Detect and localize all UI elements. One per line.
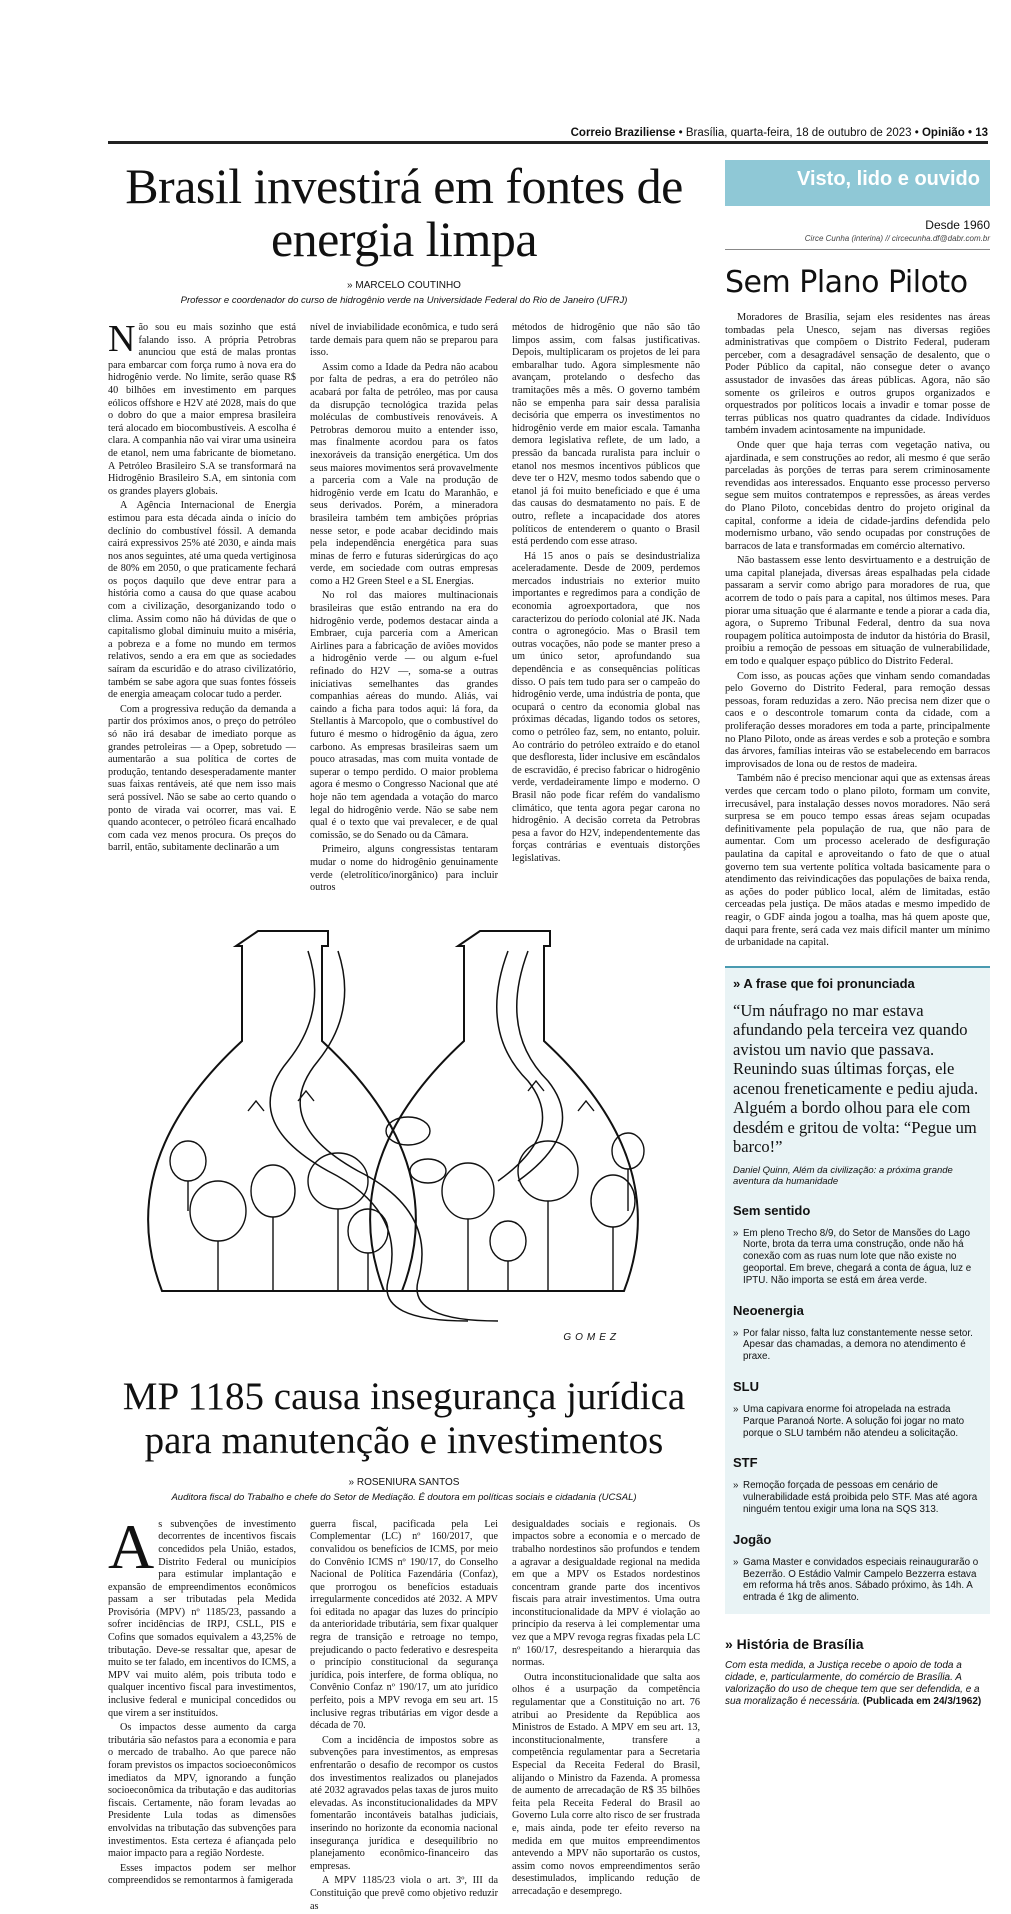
dropcap: N: [108, 318, 136, 360]
article2-col2: [310, 1519, 498, 1914]
paragraph: Primeiro, alguns congressistas tentaram mudar o nome do hidrogênio genuinamente verde (eletrolítico/inorgânico) para incluir outros: [310, 844, 498, 894]
sidebar-column: [725, 160, 990, 1708]
paragraph: A MPV 1185/23 viola o art. 3º, III da Constituição que prevê como objetivo reduzir as: [310, 1875, 498, 1912]
note-text: » Em pleno Trecho 8/9, do Setor de Mansões do Lago Norte, brota da terra uma construção, onde não há conexão com as ruas num lote que não existe no geoportal. Em breve, chegará a conta de água, luz e IPTU. Não importa se está em área verde.: [733, 1228, 982, 1287]
paragraph: nível de inviabilidade econômica, e tudo será tarde demais para quem não se preparou para isso.: [310, 322, 498, 359]
paragraph: Os impactos desse aumento da carga tributária são nefastos para a economia e para o mercado de trabalho. Ao que parece não foram previstos os impactos socioeconômicos imediatos da MPV, ignorando a função socioeconômica da tributação e das auditorias fiscais. Certamente, não foram levadas ao Presidente Lula todas as dimensões envolvidas na tributação das subvenções para investimentos. Esta certeza é afiançada pelo maior impacto para a região Nordeste.: [108, 1722, 296, 1860]
since-label: Desde 1960: [925, 218, 990, 232]
note-heading: SLU: [733, 1379, 759, 1395]
article1-byline: » MARCELO COUTINHO: [347, 280, 461, 291]
paragraph: As subvenções de investimento decorrentes de incentivos fiscais concedidos pela União, estados, Distrito Federal ou municípios para estimular implantação e expansão de empreendimentos econômicos passam a ser tributadas pela Medida Provisória (MPV) nº 1185/23, passando a sofrer incidências de IRPJ, CSLL, PIS e Cofins que somados equivalem a 43,25% de tributação. Deve-se ressaltar que, apesar de muito se ter falado, em incentivos do ICMS, a MPV vai muito além, pois tributa todo e qualquer incentivo fiscal para investimentos, inclusive federal e municipal concedidos ou que virem a ser instituídos.: [108, 1510, 296, 1719]
masthead: [108, 124, 988, 144]
history-publication: (Publicada em 24/3/1962): [862, 1696, 982, 1708]
main-column: [108, 152, 700, 1914]
sidebar-body: [725, 312, 990, 950]
history-heading: » História de Brasília: [725, 1636, 864, 1653]
quote-heading: » A frase que foi pronunciada: [733, 975, 915, 991]
note-heading: Sem sentido: [733, 1202, 811, 1218]
article1-col2: [310, 322, 498, 897]
article1-credit: Professor e coordenador do curso de hidrogênio verde na Universidade Federal do Rio de Janeiro (UFRJ): [180, 295, 628, 306]
article1-col3: [512, 322, 700, 897]
paragraph: Com a incidência de impostos sobre as subvenções para investimentos, as empresas enfrentarão o desafio de recompor os custos dos investimentos realizados ou planejados até 2032 agravados pelas taxas de juros muito elevadas. As inconstitucionalidades da MPV fomentarão incontáveis batalhas judiciais, inserindo no horizonte da economia nacional insegurança jurídica e desequilíbrio no planejamento econômico-financeiro das empresas.: [310, 1734, 498, 1872]
article2-body: [108, 1510, 700, 1914]
article1-body: [108, 318, 700, 897]
page-number: • 13: [964, 127, 988, 139]
note-heading: Neoenergia: [733, 1302, 804, 1318]
article2-byline: » ROSENIURA SANTOS: [348, 1476, 460, 1488]
illustrator-signature: GOMEZ: [563, 1331, 620, 1343]
sidebar-title: Sem Plano Piloto: [725, 265, 968, 300]
flask-forest-drawing: [108, 911, 700, 1361]
quote-source: Daniel Quinn, Além da civilização: a próxima grande aventura da humanidade: [733, 1164, 953, 1187]
history-text: Com esta medida, a Justiça recebe o apoio de toda a cidade, e, particularmente, do comércio de Brasília. A valorização do uso de cheque tem que ser defendida, e a sua moralização é necessária. (Publicada em 24/3/1962): [725, 1660, 982, 1708]
paragraph: Esses impactos podem ser melhor compreendidos se remontarmos à famigerada: [108, 1862, 296, 1887]
paragraph: Não bastassem esse lento desvirtuamento e a destruição de uma capital planejada, diversas áreas espalhadas pela cidade passaram a servir como abrigo para moradores de rua, que acorrem de todo o país para a capital, nos últimos meses. Para piorar uma situação que é alarmante e tende a piorar a cada dia, agora, o Supremo Tribunal Federal, dentro da sua nova roupagem política autoimposta de indutor da história do Brasil, proibiu a remoção de pessoas em situação de vulnerabilidade, em todo e qualquer espaço público do Distrito Federal.: [725, 555, 990, 668]
note-heading: STF: [733, 1455, 758, 1471]
note-text: » Gama Master e convidados especiais reinaugurarão o Bezerrão. O Estádio Valmir Campelo Bezzerra estava em reforma há três anos. Sábado próximo, às 14h. A entrada é 1kg de alimento.: [733, 1557, 982, 1604]
paragraph: Não sou eu mais sozinho que está falando isso. A própria Petrobras anunciou que está de malas prontas para embarcar com força rumo à nova era do hidrogênio verde. No limite, serão quase R$ 40 bilhões em investimento em parques eólicos offshore e H2V até 2028, mais do que o dobro do que a maior empresa brasileira terá alocado em biocombustíveis. A escolha é clara. A companhia não vai virar uma usineira de etanol, nem uma fabricante de biometano. A Petróleo Brasileiro S.A se transformará na Hidrogênio Brasileiro S.A, em sintonia com os grandes players globais.: [108, 318, 296, 497]
section-name: Opinião: [921, 127, 965, 139]
illustration-flasks: [108, 911, 700, 1361]
paragraph: Onde quer que haja terras com vegetação nativa, ou ajardinada, e sem construções ao redor, ali mesmo é que serão parceladas às porções de terras para serem criminosamente revendidas aos interessados. Enquanto esse processo perverso segue sem muitos contratempos e repressões, as áreas verdes do Plano Piloto, concebidas dentro do projeto original da capital, conforme a ideia de cidade-jardins defendida pelo modernismo urbano, vão sendo ocupadas por construções de barracos de lata e transformadas em comércio alternativo.: [725, 439, 990, 552]
note-heading: Jogão: [733, 1531, 772, 1547]
author-email: Circe Cunha (interina) // circecunha.df@dabr.com.br: [725, 234, 990, 250]
paragraph: Há 15 anos o país se desindustrializa aceleradamente. Desde de 2009, perdemos mercados industriais no exterior muito importantes e regredimos para a condição de economia agroexportadora, que nos caracterizou do período colonial até JK. Nada contra o agronegócio. Mas o Brasil tem outras vocações, não pode se manter preso a um único setor, aprofundando sua dependência e as consequências políticas disso. O país tem tudo para ser o campeão do hidrogênio verde, uma indústria de ponta, que ocupará o centro da economia global nas próximas décadas, ligando todos os setores, como o petróleo faz, sem, no entanto, poluir. Ao contrário do petróleo extraído e do etanol que desfloresta, lider inclusive em escândalos de escravidão, é preciso fabricar o hidrogênio verde, verdadeiramente limpo e moderno. O Brasil não pode ficar refém do vandalismo climático, que tenta agora pegar carona no hidrogênio. A decisão correta da Petrobras pesa a favor do H2V, independentemente das forças contrárias e eventuais distorções legislativas.: [512, 550, 700, 864]
article1-headline: Brasil investirá em fontes de energia limpa: [125, 158, 683, 267]
date-info: • Brasília, quarta-feira, 18 de outubro de 2023 •: [675, 127, 922, 139]
article2-col1: [108, 1510, 296, 1914]
paragraph: Outra inconstitucionalidade que salta aos olhos é a usurpação da competência regulamentar que a Constituição no art. 76 atribui ao Presidente da República aos Ministros de Estado. A MPV em seu art. 13, inconstitucionalmente, transfere a competência regulamentar para a Secretaria Especial da Receita Federal do Brasil, alijando o Ministro da Fazenda. A promessa de aumento de arrecadação de R$ 35 bilhões feita pela Receita Federal do Brasil ao Governo Lula corre alto risco de ser frustrada e, mais ainda, pode ter efeito reverso na medida em que muitos empreendimentos antevendo a MPV não suportarão os custos, assim como novos empreendimentos serão desestimulados, implicando redução de arrecadação e desemprego.: [512, 1671, 700, 1897]
paragraph: métodos de hidrogênio que não são tão limpos assim, com falsas justificativas. Depois, multiplicaram os projetos de lei para embaralhar tudo. Agora simplesmente não avançam, protelando o desfecho das tramitações mês a mês. O governo também não se empenha para sair dessa paralisia decisória que emperra os investimentos no hidrogênio verde em maior escala. Tamanha demora legislativa reflete, de um lado, a pressão da bancada ruralista para incluir o etanol nos mesmos incentivos públicos que deve ter o H2V, mesmo todos sabendo que o etanol já foi muito beneficiado e que é uma das causas do desmatamento no país. E de outro, reflete a incapacidade dos atores políticos de entenderem o quanto o Brasil está perdendo com esse atraso.: [512, 322, 700, 548]
paragraph: guerra fiscal, pacificada pela Lei Complementar (LC) nº 160/2017, que convalidou os benefícios de ICMS, por meio do Convênio ICMS nº 190/17, do Conselho Nacional de Política Fazendária (Confaz), que prorrogou os benefícios estaduais irregularmente concedidos até 2032. A MPV foi editada no apagar das luzes do princípio da anterioridade tributária, sem fixar qualquer regra de transição e retroage no tempo, prejudicando o pacto federativo e desrespeita o princípio constitucional da segurança jurídica, pois interfere, de forma oblíqua, no Convênio Confaz nº 190/17, um ato jurídico perfeito, pois a MPV revoga em seu art. 15 inclusive regras tributárias em vigor desde a década de 70.: [310, 1518, 498, 1732]
paragraph: A Agência Internacional de Energia estimou para esta década ainda o início do declínio do combustível fóssil. A demanda cairá expressivos 25% até 2030, e ainda mais nos anos seguintes, até uma queda vertiginosa de 80% em 2050, o que praticamente fechará os poços daquilo que deve entrar para a história como a causa do que quase acabou com a civilização, desorganizando todo o clima. Assim como não há dúvidas de que o capitalismo global diminuiu muito a miséria, a pobreza e a fome no mundo em termos relativos, sendo a era em que as sociedades saíram da escuridão e do atraso civilizatório, também se sabe agora que suas fontes fósseis de energia ameaçam colocar tudo a perder.: [108, 500, 296, 701]
paragraph: Assim como a Idade da Pedra não acabou por falta de pedras, a era do petróleo não acabará por falta de petróleo, mas por causa da disrupção tecnológica trazida pelas moléculas de combustíveis renováveis. A Petrobras demorou muito a entender isso, mas finalmente acordou para os fatos inexoráveis da transição energética. Um dos seus maiores movimentos será provavelmente a parceria com a Vale na produção de hidrogênio verde em Icatu do Maranhão, e seus derivados. Porém, a mineradora brasileira também tem ambições próprias nesse setor, e pode acabar decidindo mais pela independência energética para suas minas de ferro e futuras siderúrgicas do aço verde, em sociedade com outras empresas como a H2 Green Steel e a SL Energias.: [310, 361, 498, 587]
paragraph: Também não é preciso mencionar aqui que as extensas áreas verdes que cercam todo o plano piloto, formam um convite, irrecusável, para instalação desses novos moradores. Não será surpresa se em pouco tempo essas áreas sejam ocupadas definitivamente pela população de rua, que não para de aumentar. Com um processo acelerado de desfiguração paulatina da capital e aproveitando o fato de que o atual governo tem sua vertente política voltada basicamente para o atendimento das reivindicações das populações de baixa renda, as ações do poder público local, além de limitadas, estão cerceadas pela justiça. De mãos atadas e mesmo impedido de reagir, o GDF ainda jogou a toalha, mas há quem aposte que, daqui para frente, será cada vez mais difícil manter um mínimo de urbanidade na capital.: [725, 773, 990, 949]
note-text: » Uma capivara enorme foi atropelada na estrada Parque Paranoá Norte. A solução foi jogar no mato porque o SLU também não atendeu a solicitação.: [733, 1404, 982, 1439]
dropcap: A: [108, 1510, 155, 1582]
quote-text: “Um náufrago no mar estava afundando pela terceira vez quando avistou um navio que passava. Reunindo suas últimas forças, ele acenou freneticamente e pediu ajuda. Alguém a bordo olhou para ele com desdém e gritou de volta: “Pegue um barco!”: [733, 1000, 979, 1157]
paragraph: Com isso, as poucas ações que vinham sendo comandadas pelo Governo do Distrito Federal, para remoção dessas pessoas, foram reduzidas a zero. Não precisa nem dizer que o caos e o descontrole tomarum conta da cidade, com a proliferação desses moradores em toda a parte, principalmente no Plano Piloto, onde as áreas verdes e sob a proteção e sombra das árvores, famílias inteiras vão se estabelecendo em barracos improvisados de lona ou de restos de madeira.: [725, 670, 990, 770]
note-text: » Por falar nisso, falta luz constantemente nesse setor. Apesar das chamadas, a demora no atendimento é praxe.: [733, 1328, 982, 1363]
article1-col1: [108, 318, 296, 897]
paper-name: Correio Braziliense: [570, 127, 676, 139]
paragraph: Com a progressiva redução da demanda a partir dos próximos anos, o preço do petróleo só não irá desabar de imediato porque as grandes petroleiras — a Opep, sobretudo — aumentarão a sua política de cortes de produção, tentando desesperadamente manter suas faixas rentáveis, até que nem isso mais será possível. Não se sabe ao certo quando o ponto de virada vai ocorrer, mas vai. E quando acontecer, o petróleo ficará encalhado com cada vez menos procura. Os preços do barril, então, subitamente declinarão a um: [108, 703, 296, 854]
paragraph: No rol das maiores multinacionais brasileiras que estão entrando na era do hidrogênio verde, podemos destacar ainda a Embraer, cuja parceria com a American Airlines para a fabricação de aviões movidos a hidrogênio verde — ou algum e-fuel refinado do H2V —, soma-se a outras iniciativas semelhantes das grandes companhias aéreas do mundo. Aliás, vai caindo a ficha para todos aqui: lá fora, da Stellantis à Marcopolo, que o combustível do futuro é mesmo o hidrogênio da água, zero carbono. As empresas brasileiras saem um pouco atrasadas, mas com muita vontade de superar o tempo perdido. O maior problema agora é mesmo o Congresso Nacional que até hoje não tem agendada a votação do marco legal do hidrogênio verde. Não se sabe nem qual é o texto que vai prevalecer, e de qual comissão, se do Senado ou da Câmara.: [310, 590, 498, 841]
article2-headline: MP 1185 causa insegurança jurídica para manutenção e investimentos: [122, 1374, 686, 1462]
quote-box: [725, 966, 990, 1614]
column-tag: Visto, lido e ouvido: [725, 160, 990, 206]
article2-credit: Auditora fiscal do Trabalho e chefe do Setor de Mediação. É doutora em políticas sociais e cidadania (UCSAL): [171, 1491, 637, 1503]
article2-col3: [512, 1519, 700, 1914]
note-text: » Remoção forçada de pessoas em cenário de vulnerabilidade está proibida pelo STF. Mas até agora ninguém tentou exigir uma lona na SQS 313.: [733, 1480, 982, 1515]
paragraph: Moradores de Brasília, sejam eles residentes nas áreas tombadas pela Unesco, sejam nas diversas regiões administrativas que compõem o Distrito Federal, puderam perceber, com a desagradável sensação de desalento, que o Poder Público da capital, não consegue deter o avanço assustador de invasões das áreas públicas. Agora, não são somente os grileiros e outros grupos organizados e orquestrados por políticos locais a invadir e tomar posse de terras públicas nos quatro quadrantes da cidade. Indivíduos também invadem acintosamente na impunidade.: [725, 312, 990, 437]
paragraph: desigualdades sociais e regionais. Os impactos sobre a economia e o mercado de trabalho nordestinos são profundos e tendem a agravar a desigualdade regional na medida em que a MPV os Estados nordestinos concentram grande parte dos incentivos fiscais para atrair investimentos. Uma outra inconstitucionalidade da MPV é violação ao princípio da reserva à lei complementar uma vez que a MPV revoga regras fixadas pela LC nº 160/17, desrespeitando a hierarquia das normas.: [512, 1518, 700, 1669]
